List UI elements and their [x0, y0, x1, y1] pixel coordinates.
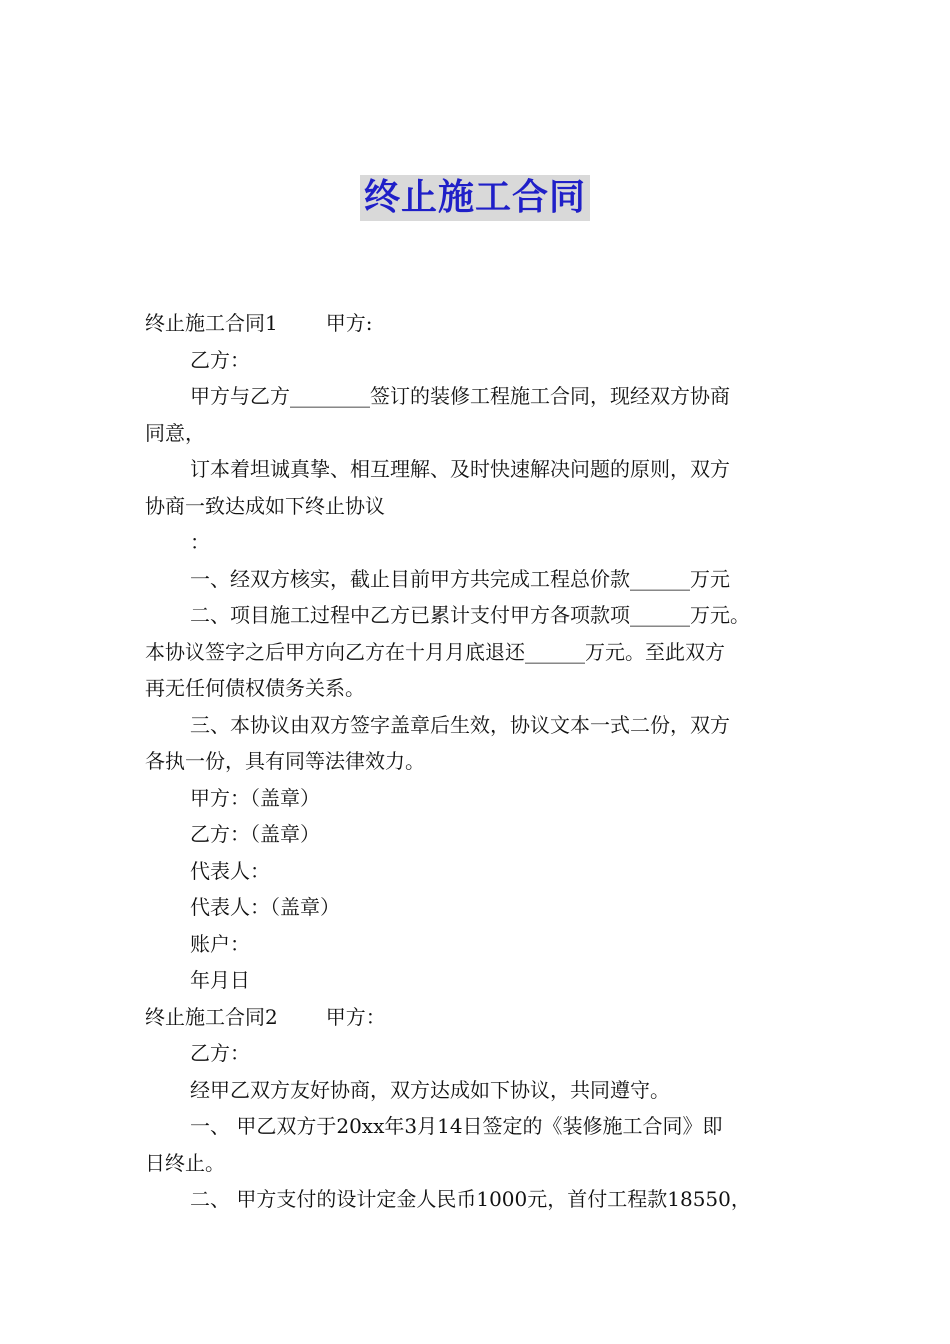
section-heading-2: [145, 999, 825, 1036]
paragraph-line: 三、本协议由双方签字盖章后生效，协议文本一式二份，双方: [190, 712, 730, 737]
signature-line: 代表人：（盖章）: [190, 895, 340, 919]
signature-line: 代表人：: [190, 858, 270, 883]
signature-line: 乙方：（盖章）: [190, 822, 320, 846]
paragraph-line: 再无任何债权债务关系。: [145, 676, 365, 700]
title-wrapper: [0, 175, 950, 221]
party-a-label: 甲方:: [325, 311, 373, 335]
paragraph-line: 乙方：: [190, 347, 250, 372]
party-a-label: 甲方：: [325, 1004, 386, 1029]
paragraph-line: 日终止。: [145, 1150, 225, 1175]
document-title: 终止施工合同: [360, 175, 590, 221]
section-title: 终止施工合同1: [145, 311, 278, 335]
paragraph-line: 各执一份，具有同等法律效力。: [145, 749, 425, 773]
paragraph-line: 订本着坦诚真挚、相互理解、及时快速解决问题的原则，双方: [190, 457, 730, 481]
paragraph-line: 本协议签字之后甲方向乙方在十月月底退还______万元。至此双方: [145, 639, 725, 664]
paragraph-line: 一、 甲乙双方于20xx年3月14日签定的《装修施工合同》即: [190, 1114, 723, 1138]
section-heading-1: [145, 305, 825, 342]
paragraph-line: 甲方与乙方________签订的装修工程施工合同，现经双方协商: [190, 384, 730, 408]
paragraph-line: 一、经双方核实，截止目前甲方共完成工程总价款______万元: [190, 566, 730, 591]
paragraph-line: 二、项目施工过程中乙方已累计支付甲方各项款项______万元。: [190, 603, 750, 627]
paragraph-line: 经甲乙双方友好协商，双方达成如下协议，共同遵守。: [190, 1077, 670, 1102]
document-body: [145, 305, 825, 1218]
signature-line: 账户：: [190, 931, 250, 956]
paragraph-line: 协商一致达成如下终止协议: [145, 493, 385, 518]
paragraph-line: ：: [190, 530, 210, 554]
signature-line: 甲方：（盖章）: [190, 785, 320, 810]
paragraph-line: 乙方：: [190, 1041, 250, 1065]
section-title: 终止施工合同2: [145, 1004, 278, 1029]
date-line: 年月日: [190, 968, 250, 992]
paragraph-line: 二、 甲方支付的设计定金人民币1000元，首付工程款18550，: [190, 1187, 751, 1211]
paragraph-line: 同意，: [145, 420, 205, 445]
